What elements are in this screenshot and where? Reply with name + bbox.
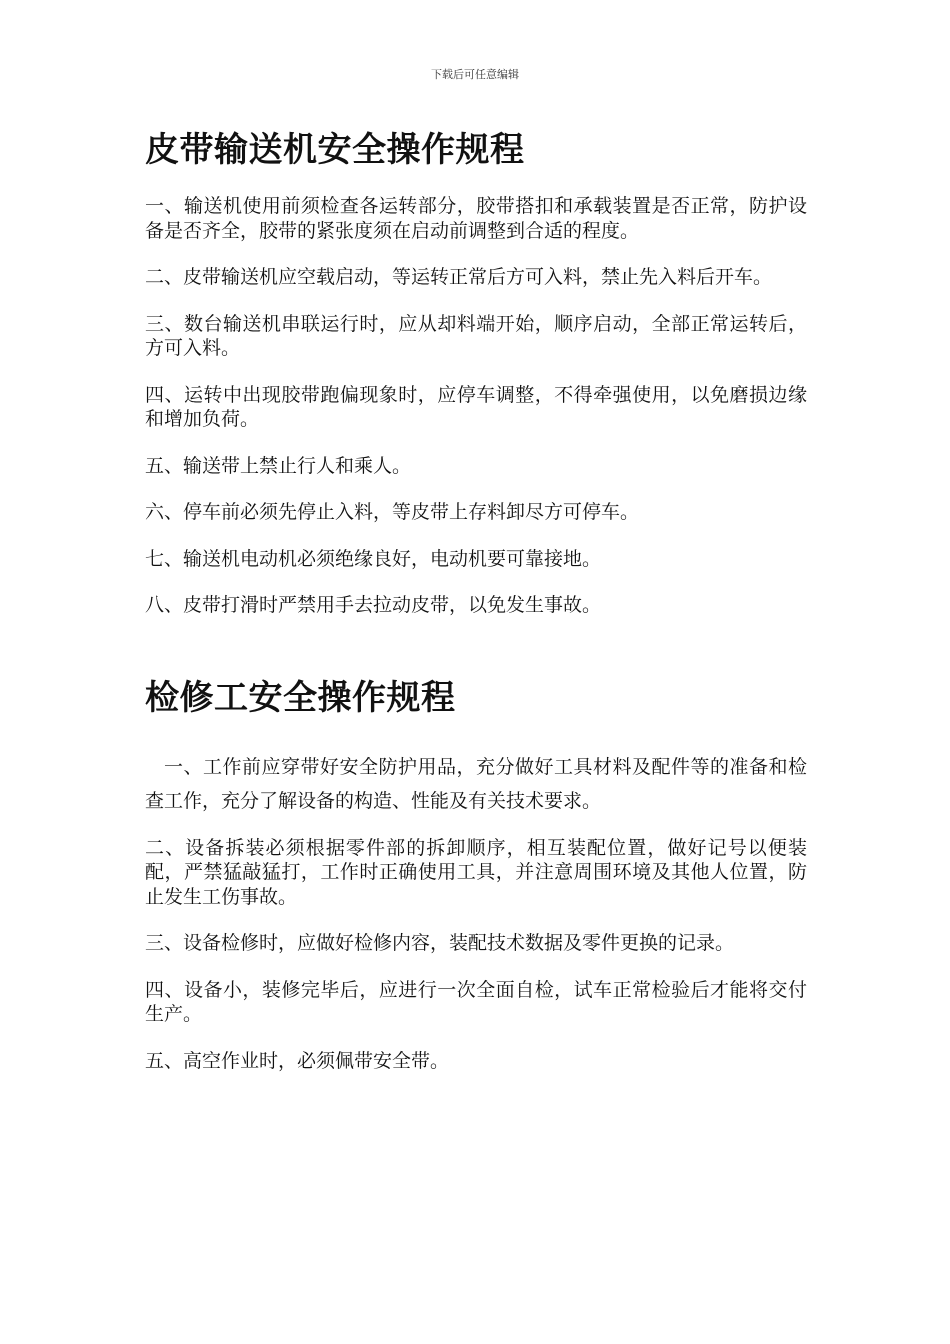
rule-paragraph: 四、设备小，装修完毕后，应进行一次全面自检，试车正常检验后才能将交付生产。: [145, 978, 807, 1025]
rule-paragraph: 六、停车前必须先停止入料，等皮带上存料卸尽方可停车。: [145, 501, 640, 523]
rule-paragraph: 二、皮带输送机应空载启动，等运转正常后方可入料，禁止先入料后开车。: [145, 266, 773, 288]
header-note: 下载后可任意编辑: [431, 68, 519, 81]
rule-paragraph: 三、设备检修时，应做好检修内容，装配技术数据及零件更换的记录。: [145, 932, 735, 954]
rule-paragraph: 八、皮带打滑时严禁用手去拉动皮带，以免发生事故。: [145, 594, 602, 616]
section-title: 检修工安全操作规程: [145, 677, 456, 718]
rule-paragraph: 五、高空作业时，必须佩带安全带。: [145, 1049, 450, 1072]
rule-paragraph: 四、运转中出现胶带跑偏现象时，应停车调整，不得牵强使用，以免磨损边缘和增加负荷。: [145, 383, 807, 430]
rule-paragraph: 五、输送带上禁止行人和乘人。: [145, 454, 412, 477]
section-belt-conveyor: [145, 128, 807, 618]
section-title: 皮带输送机安全操作规程: [145, 130, 525, 170]
rule-paragraph: 一、工作前应穿带好安全防护用品，充分做好工具材料及配件等的准备和检查工作，充分了解设备的构造、性能及有关技术要求。: [145, 755, 807, 812]
rule-paragraph: 三、数台输送机串联运行时，应从却料端开始，顺序启动，全部正常运转后，方可入料。: [145, 312, 807, 359]
rule-paragraph: 二、设备拆装必须根据零件部的拆卸顺序，相互装配位置，做好记号以便装配，严禁猛敲猛打，工作时正确使用工具，并注意周围环境及其他人位置，防止发生工伤事故。: [145, 836, 807, 908]
rule-paragraph: 七、输送机电动机必须绝缘良好，电动机要可靠接地。: [145, 547, 602, 570]
document-body: [145, 128, 807, 1095]
rule-paragraph: 一、输送机使用前须检查各运转部分，胶带搭扣和承载装置是否正常，防护设备是否齐全，胶带的紧张度须在启动前调整到合适的程度。: [145, 195, 807, 242]
section-maintenance-worker: [145, 676, 807, 1074]
